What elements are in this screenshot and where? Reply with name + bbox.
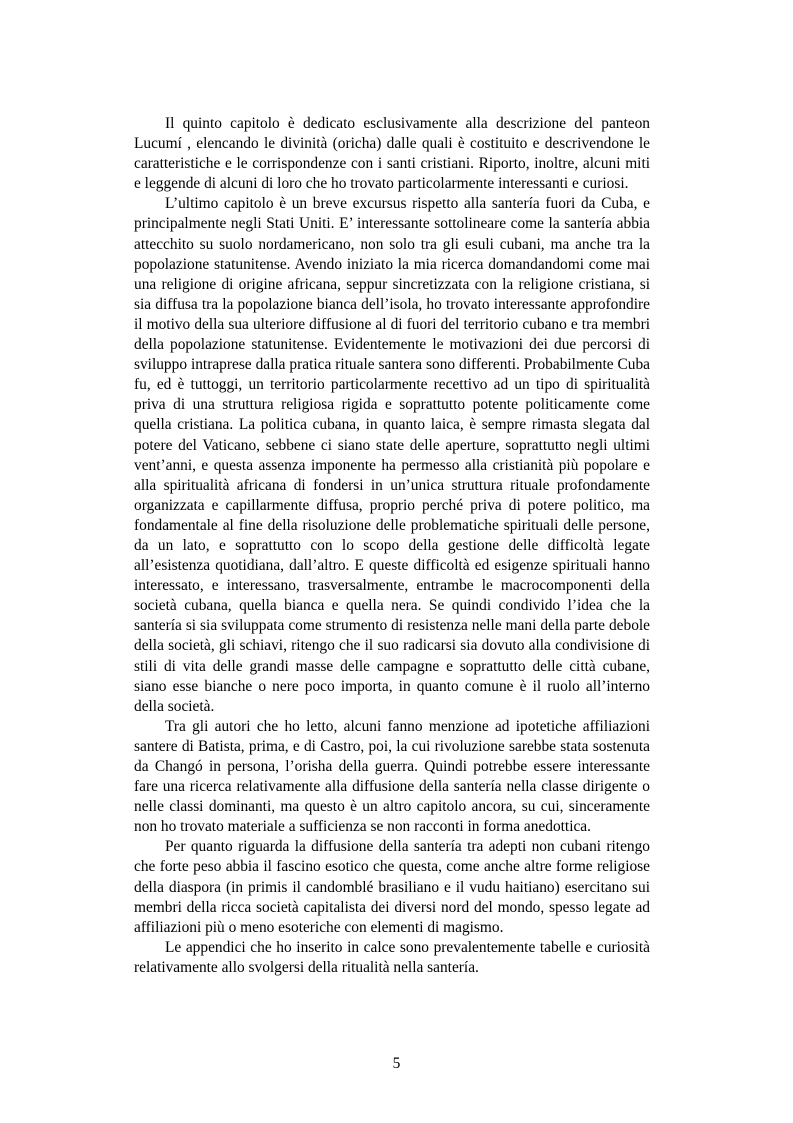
paragraph-ultimo-capitolo: L’ultimo capitolo è un breve excursus rispetto alla santería fuori da Cuba, e principalmente negli Stati Uniti. E’ interessante sottolineare come la santería abbia attecchito su suolo nordamericano, non solo tra gli esuli cubani, ma anche tra la popolazione statunitense. Avendo iniziato la mia ricerca domandandomi come mai una religione di origine africana, seppur sincretizzata con la religione cristiana, si sia diffusa tra la popolazione bianca dell’isola, ho trovato interessante approfondire il motivo della sua ulteriore diffusione al di fuori del territorio cubano e tra membri della popolazione statunitense. Evidentemente le motivazioni dei due percorsi di sviluppo intraprese dalla pratica rituale santera sono differenti. Probabilmente Cuba fu, ed è tuttoggi, un territorio particolarmente recettivo ad un tipo di spiritualità priva di una struttura religiosa rigida e soprattutto potente politicamente come quella cristiana. La politica cubana, in quanto laica, è sempre rimasta slegata dal potere del Vaticano, sebbene ci siano state delle aperture, soprattutto negli ultimi vent’anni, e questa assenza imponente ha permesso alla cristianità più popolare e alla spiritualità africana di fondersi in un’unica struttura rituale profondamente organizzata e capillarmente diffusa, proprio perché priva di potere politico, ma fondamentale al fine della risoluzione delle problematiche spirituali delle persone, da un lato, e soprattutto con lo scopo della gestione delle difficoltà legate all’esistenza quotidiana, dall’altro. E queste difficoltà ed esigenze spirituali hanno interessato, e interessano, trasversalmente, entrambe le macrocomponenti della società cubana, quella bianca e quella nera. Se quindi condivido l’idea che la santería si sia sviluppata come strumento di resistenza nelle mani della parte debole della società, gli schiavi, ritengo che il suo radicarsi sia dovuto alla condivisione di stili di vita delle grandi masse delle campagne e soprattutto delle città cubane, siano esse bianche o nere poco importa, in quanto comune è il ruolo all’interno della società. bbox=[134, 195, 650, 715]
paragraph-quinto-capitolo: Il quinto capitolo è dedicato esclusivamente alla descrizione del panteon Lucumí , elencando le divinità (oricha) dalle quali è costituito e descrivendone le caratteristiche e le corrispondenze con i santi cristiani. Riporto, inoltre, alcuni miti e leggende di alcuni di loro che ho trovato particolarmente interessanti e curiosi. bbox=[134, 115, 650, 193]
paragraph-autori: Tra gli autori che ho letto, alcuni fanno menzione ad ipotetiche affiliazioni santere di Batista, prima, e di Castro, poi, la cui rivoluzione sarebbe stata sostenuta da Changó in persona, l’orisha della guerra. Quindi potrebbe essere interessante fare una ricerca relativamente alla diffusione della santería nella classe dirigente o nelle classi dominanti, ma questo è un altro capitolo ancora, su cui, sinceramente non ho trovato materiale a sufficienza se non racconti in forma anedottica. bbox=[134, 717, 650, 836]
paragraph-diffusione: Per quanto riguarda la diffusione della santería tra adepti non cubani ritengo che forte peso abbia il fascino esotico che questa, come anche altre forme religiose della diaspora (in primis il candomblé brasiliano e il vudu haitiano) esercitano sui membri della ricca società capitalista dei diversi nord del mondo, spesso legate ad affiliazioni più o meno esoteriche con elementi di magismo. bbox=[134, 838, 650, 936]
document-body bbox=[134, 114, 650, 978]
page-number: 5 bbox=[392, 1055, 401, 1072]
paragraph-appendici: Le appendici che ho inserito in calce sono prevalentemente tabelle e curiosità relativamente allo svolgersi della ritualità nella santería. bbox=[134, 938, 650, 976]
